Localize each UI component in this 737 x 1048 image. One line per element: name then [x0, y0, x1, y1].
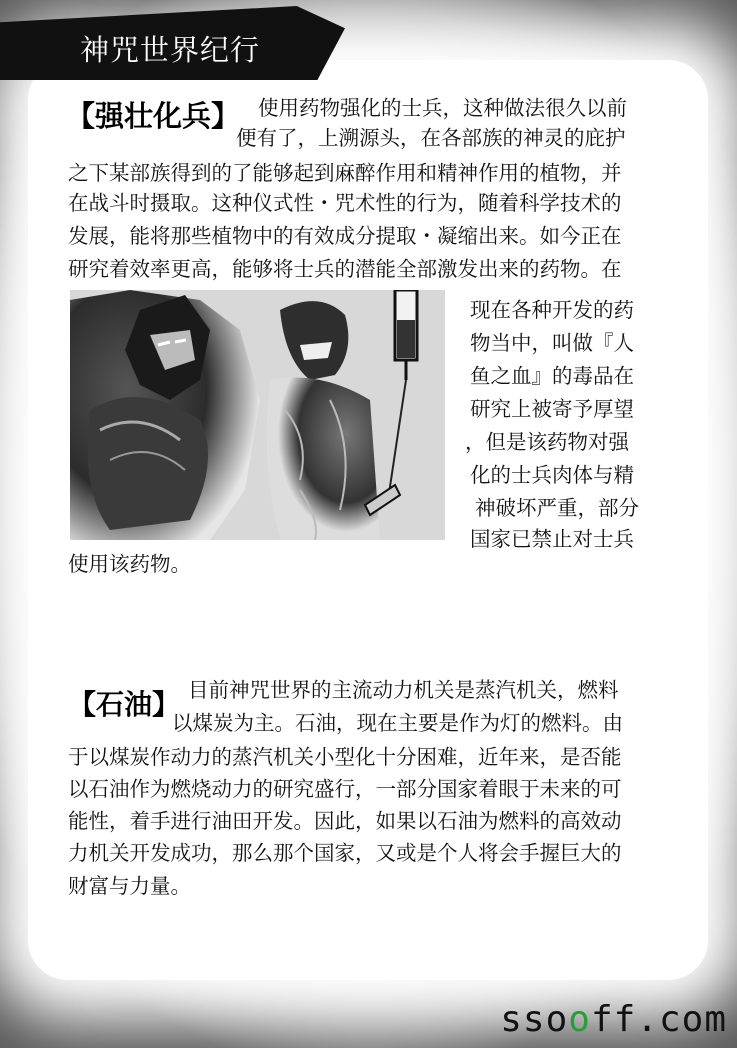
- text-line: 便有了，上溯源头，在各部族的神灵的庇护: [236, 126, 626, 150]
- soldier-illustration-icon: [70, 290, 445, 540]
- text-line: 发展，能将那些植物中的有效成分提取・凝缩出来。如今正在: [68, 224, 622, 248]
- section-heading-petroleum: 【石油】: [68, 688, 181, 721]
- text-line: 力机关开发成功，那么那个国家，又或是个人将会手握巨大的: [68, 841, 622, 865]
- page-title: 神咒世界纪行: [80, 33, 261, 67]
- text-line: 能性，着手进行油田开发。因此，如果以石油为燃料的高效动: [68, 809, 622, 833]
- text-line: 于以煤炭作动力的蒸汽机关小型化十分困难，近年来，是否能: [68, 745, 622, 769]
- text-line: 使用该药物。: [68, 552, 191, 576]
- text-line: 以石油作为燃烧动力的研究盛行，一部分国家着眼于未来的可: [68, 777, 622, 801]
- text-line: 使用药物强化的士兵，这种做法很久以前: [258, 96, 627, 120]
- text-line: 财富与力量。: [68, 874, 191, 898]
- text-line: 物当中，叫做『人: [470, 331, 634, 355]
- text-line: 研究上被寄予厚望: [470, 397, 634, 421]
- text-line: 研究着效率更高，能够将士兵的潜能全部激发出来的药物。在: [68, 257, 622, 281]
- text-line: 目前神咒世界的主流动力机关是蒸汽机关，燃料: [188, 678, 619, 702]
- text-line: 现在各种开发的药: [470, 298, 634, 322]
- site-watermark: [500, 999, 727, 1040]
- watermark-part: sso: [500, 999, 569, 1040]
- text-line: 以煤炭为主。石油，现在主要是作为灯的燃料。由: [172, 711, 623, 735]
- text-line: 神破坏严重，部分: [475, 496, 639, 520]
- text-line: 之下某部族得到的了能够起到麻醉作用和精神作用的植物，并: [68, 161, 622, 185]
- section-heading-enhanced-soldier: 【强壮化兵】: [66, 99, 241, 133]
- watermark-accent: o: [568, 999, 591, 1040]
- text-line: 国家已禁止对士兵: [470, 527, 634, 551]
- watermark-part: ff.com: [590, 999, 727, 1040]
- manga-illustration: [70, 290, 445, 540]
- text-line: 化的士兵肉体与精: [470, 463, 634, 487]
- text-line: 在战斗时摄取。这种仪式性・咒术性的行为，随着科学技术的: [68, 191, 622, 215]
- text-line: 鱼之血』的毒品在: [470, 364, 634, 388]
- text-line: ，但是该药物对强: [465, 430, 629, 454]
